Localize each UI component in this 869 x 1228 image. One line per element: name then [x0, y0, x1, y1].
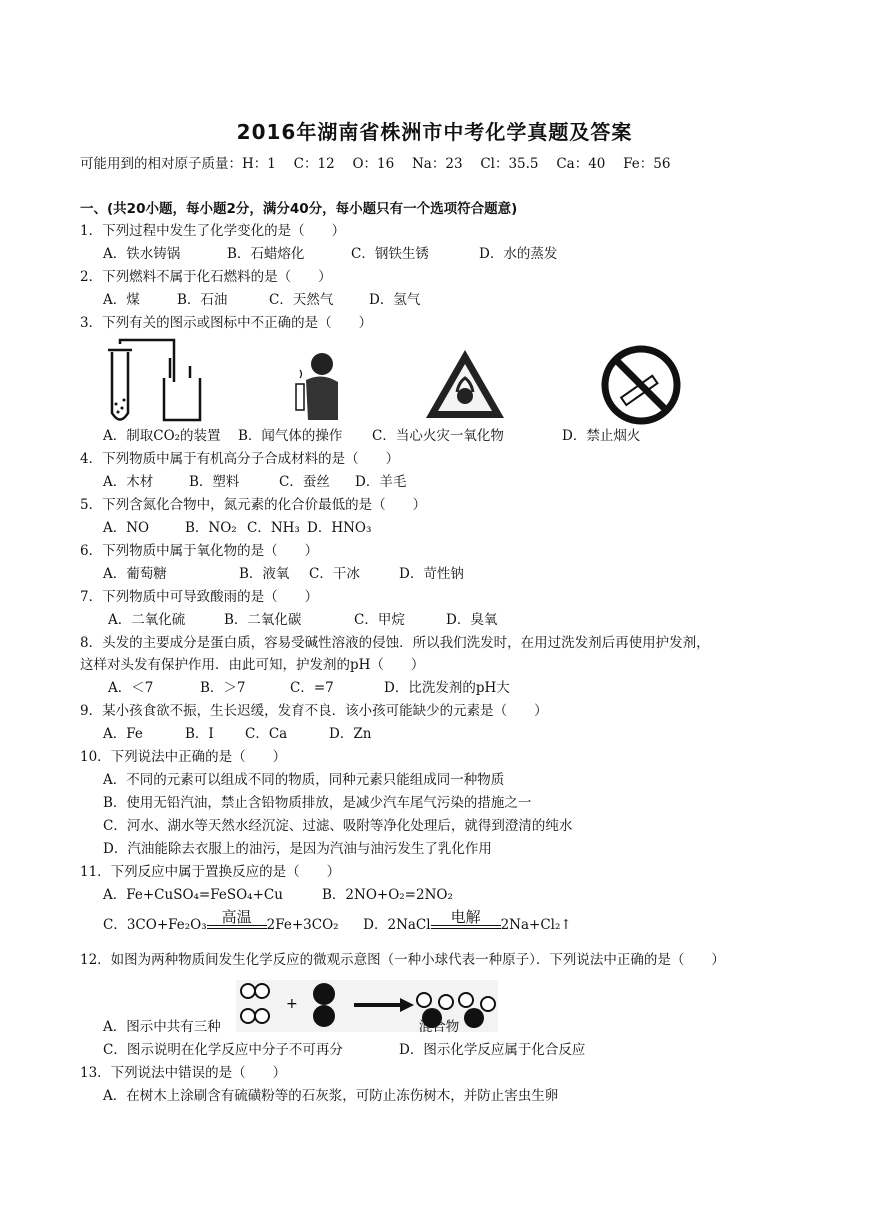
- oxidizer-warning-icon: [424, 348, 506, 420]
- question-8-line-1: 8．头发的主要成分是蛋白质，容易受碱性溶液的侵蚀．所以我们洗发时，在用过洗发剂后再使用护发剂，: [80, 635, 710, 651]
- no-smoking-icon: [600, 344, 682, 426]
- question-10-option-d: D．汽油能除去衣服上的油污，是因为汽油与油污发生了乳化作用: [103, 841, 492, 857]
- question-10: 10．下列说法中正确的是（ ）: [80, 749, 287, 765]
- condition-high-temp: 高温: [207, 925, 267, 929]
- question-4-options: A．木材 B．塑料 C．蚕丝 D．羊毛: [103, 474, 407, 490]
- question-9-options: A．Fe B．I C．Ca D．Zn: [103, 726, 372, 742]
- question-12: 12．如图为两种物质间发生化学反应的微观示意图（一种小球代表一种原子）．下列说法中正确的是（ ）: [80, 952, 725, 968]
- question-5-options: A．NO B．NO₂ C．NH₃ D．HNO₃: [103, 520, 372, 536]
- smell-gas-figure: [292, 350, 344, 422]
- question-13: 13．下列说法中错误的是（ ）: [80, 1065, 287, 1081]
- question-12-options-cd: C．图示说明在化学反应中分子不可再分 D．图示化学反应属于化合反应: [103, 1042, 586, 1058]
- page-title: 2016年湖南省株洲市中考化学真题及答案: [236, 120, 633, 144]
- question-5: 5．下列含氮化合物中，氮元素的化合价最低的是（ ）: [80, 497, 427, 513]
- question-4: 4．下列物质中属于有机高分子合成材料的是（ ）: [80, 451, 400, 467]
- question-2-options: A．煤 B．石油 C．天然气 D．氢气: [103, 292, 421, 308]
- question-1-options: A．铁水铸锅 B．石蜡熔化 C．钢铁生锈 D．水的蒸发: [103, 246, 558, 262]
- question-3: 3．下列有关的图示或图标中不正确的是（ ）: [80, 315, 373, 331]
- question-12-option-a: A．图示中共有三种 混合物: [103, 1019, 460, 1035]
- question-6: 6．下列物质中属于氧化物的是（ ）: [80, 543, 319, 559]
- question-11-option-a: A．Fe+CuSO₄=FeSO₄+Cu B．2NO+O₂=2NO₂: [103, 887, 453, 903]
- question-7: 7．下列物质中可导致酸雨的是（ ）: [80, 589, 319, 605]
- question-8-line-2: 这样对头发有保护作用．由此可知，护发剂的pH（ ）: [80, 657, 425, 673]
- atomic-mass-note: 可能用到的相对原子质量：H：1 C：12 O：16 Na：23 Cl：35.5 Ca：40 Fe：56: [80, 156, 671, 172]
- question-2: 2．下列燃料不属于化石燃料的是（ ）: [80, 269, 332, 285]
- co2-apparatus-figure: [104, 338, 204, 428]
- question-10-option-a: A．不同的元素可以组成不同的物质，同种元素只能组成同一种物质: [103, 772, 505, 788]
- svg-text:+: +: [286, 996, 298, 1012]
- section-heading: 一、(共20小题，每小题2分，满分40分，每小题只有一个选项符合题意): [80, 201, 518, 217]
- question-1: 1．下列过程中发生了化学变化的是（ ）: [80, 223, 346, 239]
- question-8-options: A．＜7 B．＞7 C．=7 D．比洗发剂的pH大: [108, 680, 510, 696]
- question-9: 9．某小孩食欲不振，生长迟缓，发育不良．该小孩可能缺少的元素是（ ）: [80, 703, 548, 719]
- question-10-option-c: C．河水、湖水等天然水经沉淀、过滤、吸附等净化处理后，就得到澄清的纯水: [103, 818, 573, 834]
- question-6-options: A．葡萄糖 B．液氧 C．干冰 D．苛性钠: [103, 566, 464, 582]
- question-13-option-a: A．在树木上涂刷含有硫磺粉等的石灰浆，可防止冻伤树木，并防止害虫生卵: [103, 1088, 559, 1104]
- question-11: 11．下列反应中属于置换反应的是（ ）: [80, 864, 341, 880]
- question-10-option-b: B．使用无铅汽油，禁止含铅物质排放，是减少汽车尾气污染的措施之一: [103, 795, 532, 811]
- question-11-option-c: C．3CO+Fe₂O₃ 高温 2Fe+3CO₂ D．2NaCl 电解 2Na+Cl₂↑: [103, 908, 572, 933]
- question-3-options: A．制取CO₂的装置 B．闻气体的操作 C．当心火灾一氧化物 D．禁止烟火: [103, 428, 641, 444]
- question-7-options: A．二氧化硫 B．二氧化碳 C．甲烷 D．臭氧: [108, 612, 498, 628]
- condition-electrolysis: 电解: [431, 925, 501, 929]
